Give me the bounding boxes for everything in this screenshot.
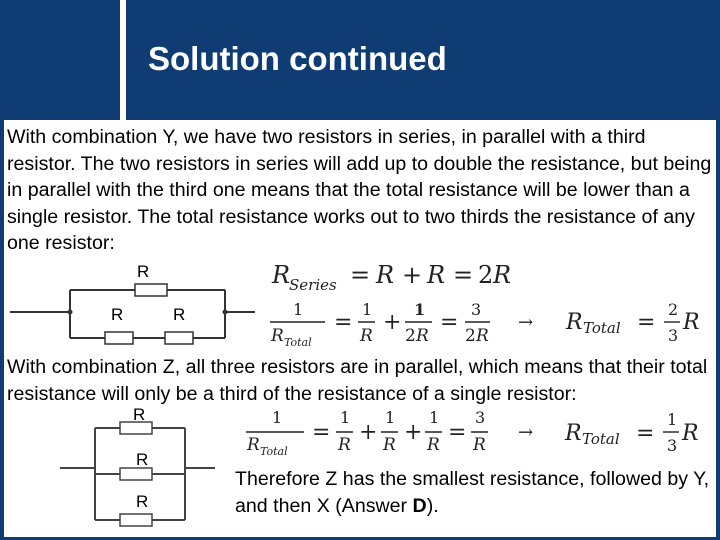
svg-text:R: R: [476, 326, 489, 346]
svg-text:=: =: [334, 310, 353, 335]
svg-text:2: 2: [668, 300, 679, 319]
circuit-y-resistor-bottom-right: [165, 332, 193, 344]
svg-text:2: 2: [478, 261, 494, 289]
svg-text:R: R: [427, 261, 446, 289]
circuit-z-label-top: R: [133, 405, 146, 424]
svg-text:2: 2: [405, 326, 416, 346]
svg-text:R: R: [271, 326, 284, 346]
svg-text:+: +: [383, 310, 402, 335]
answer-letter: D: [412, 494, 427, 517]
svg-text:R: R: [493, 261, 512, 289]
svg-text:3: 3: [667, 436, 678, 455]
svg-text:R: R: [360, 326, 373, 346]
svg-text:Total: Total: [582, 430, 620, 448]
svg-text:+: +: [359, 420, 378, 445]
svg-text:R: R: [682, 421, 699, 446]
svg-text:1: 1: [362, 300, 373, 319]
svg-text:→: →: [518, 422, 534, 443]
paragraph-combination-z: With combination Z, all three resistors are in parallel, which means that their total resistance will only be a third of the resistance of a single resistor:: [7, 356, 708, 405]
svg-text:=: =: [636, 421, 655, 446]
circuit-z-label-bottom: R: [136, 492, 149, 511]
svg-text:2: 2: [465, 326, 476, 346]
svg-text:+: +: [402, 261, 423, 289]
circuit-y-resistor-top: [135, 284, 167, 296]
svg-text:+: +: [404, 420, 423, 445]
svg-text:3: 3: [475, 408, 486, 427]
svg-text:=: =: [440, 310, 459, 335]
circuit-y-node-right: [223, 310, 228, 315]
circuit-y-node-left: [68, 310, 73, 315]
svg-text:=: =: [312, 420, 331, 445]
svg-text:R: R: [683, 310, 700, 335]
svg-text:R: R: [376, 261, 395, 289]
svg-text:=: =: [448, 420, 467, 445]
svg-text:R: R: [383, 435, 396, 455]
svg-text:R: R: [416, 326, 429, 346]
svg-text:1: 1: [667, 410, 678, 429]
svg-text:=: =: [350, 261, 371, 289]
svg-text:1: 1: [340, 408, 351, 427]
svg-text:Total: Total: [284, 336, 312, 349]
equation-parallel-z: [246, 408, 699, 458]
svg-text:3: 3: [668, 326, 679, 345]
paragraph-combination-y: With combination Y, we have two resistors in series, in parallel with a third resistor. The two resistors in series will add up to double the resistance, but being in parallel with the third one means that the total resistance will be lower than a single resistor. The total resistance works out to two thirds the resistance of any one resistor:: [7, 126, 712, 255]
equation-parallel-y: [270, 300, 700, 349]
circuit-y-resistor-bottom-left: [105, 332, 133, 344]
svg-text:=: =: [637, 310, 656, 335]
equation-series: [271, 261, 511, 294]
circuit-z-label-middle: R: [136, 450, 149, 469]
svg-text:1: 1: [293, 300, 304, 319]
svg-text:R: R: [272, 261, 291, 289]
circuit-y-label-bottom-left: R: [111, 305, 124, 324]
svg-text:R: R: [565, 421, 582, 446]
svg-text:3: 3: [471, 300, 482, 319]
svg-text:R: R: [247, 435, 260, 455]
slide-title: Solution continued: [148, 40, 447, 77]
svg-text:=: =: [453, 261, 474, 289]
circuit-z-resistor-bottom: [120, 514, 152, 526]
svg-text:Total: Total: [583, 319, 621, 337]
svg-text:1: 1: [385, 408, 396, 427]
svg-text:1: 1: [429, 408, 440, 427]
svg-text:Series: Series: [289, 276, 337, 294]
svg-text:R: R: [473, 435, 486, 455]
conclusion-suffix: ).: [426, 494, 439, 517]
circuit-y-label-bottom-right: R: [173, 305, 186, 324]
svg-text:→: →: [518, 312, 534, 333]
svg-text:R: R: [338, 435, 351, 455]
circuit-y-label-top: R: [137, 262, 150, 281]
conclusion-text: Therefore Z has the smallest resistance, followed by Y, and then X (Answer: [235, 468, 710, 517]
svg-text:R: R: [427, 435, 440, 455]
conclusion-paragraph: [235, 466, 715, 519]
svg-text:Total: Total: [260, 445, 288, 458]
svg-text:1: 1: [272, 408, 283, 427]
svg-text:1: 1: [414, 300, 426, 319]
svg-text:R: R: [566, 310, 583, 335]
